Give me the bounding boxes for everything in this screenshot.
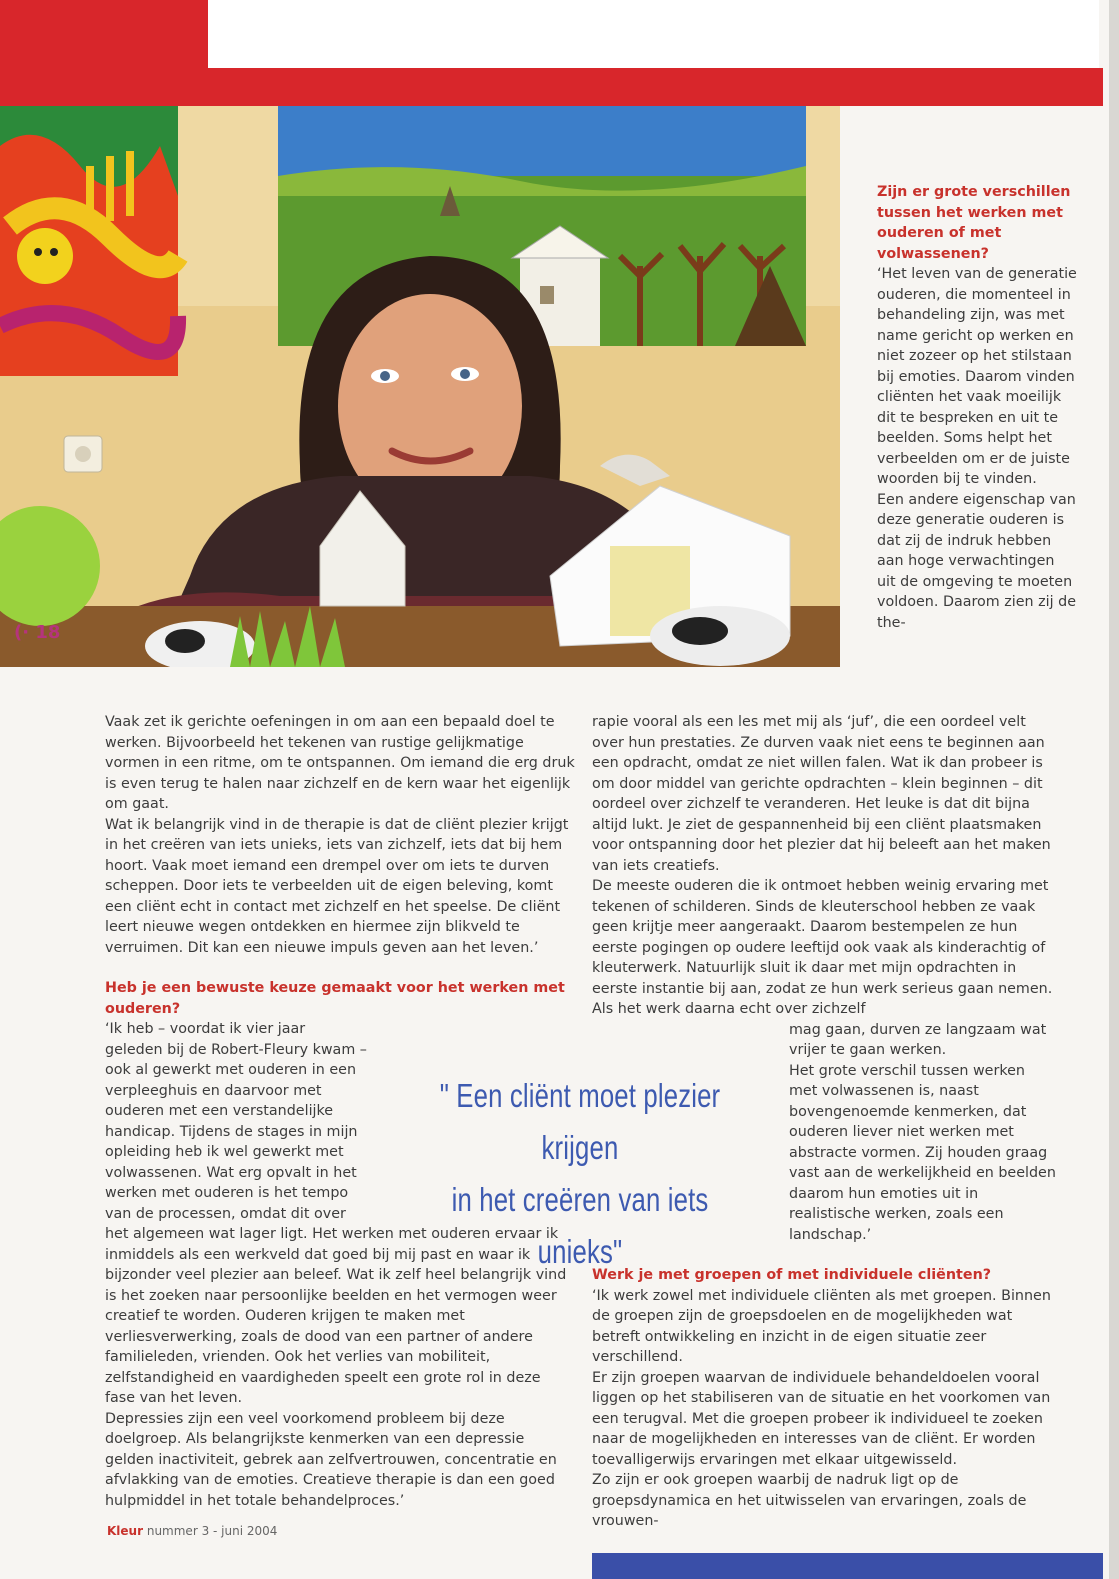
article-photo	[0, 106, 840, 667]
paragraph: ‘Ik heb – voordat ik vier jaar geleden bij de Robert-Fleury kwam – ook al gewerkt met ouderen in een verpleeghuis en daarvoor met ouderen met een verstandelijke handicap. Tijdens de stages in mijn opleiding heb ik wel gewerkt met volwassenen. Wat erg opvalt in het werken met ouderen is het tempo van de processen, omdat dit over	[105, 1021, 367, 1222]
paragraph: De meeste ouderen die ik ontmoet hebben weinig ervaring met tekenen of schilderen. Sinds de kleuterschool hebben ze vaak geen krijtje meer aangeraakt. Daarom bestempelen ze hun eerste pogingen op oudere leeftijd ook vaak als kinderachtig of kleuterwerk. Natuurlijk sluit ik daar met mijn opdrachten in eerste instantie bij aan, zodat ze hun werk serieus gaan nemen. Als het werk daarna echt over zichzelf	[592, 878, 1053, 1017]
sidebar-top-column	[877, 182, 1077, 633]
header-white-band	[208, 0, 1099, 69]
paragraph: Een andere eigenschap van deze generatie ouderen is dat zij de indruk hebben aan hoge verwachtingen uit de omgeving te moeten voldoen. Daarom zien zij de the-	[877, 491, 1077, 631]
paragraph: Depressies zijn een veel voorkomend probleem bij deze doelgroep. Als belangrijkste kenmerken van een depressie gelden inactiviteit, gebrek aan zelfvertrouwen, concentratie en afvlakking van de emoties. Creatieve therapie is dan een goed hulpmiddel in het totale behandelproces.’	[105, 1410, 557, 1509]
paragraph: Het grote verschil tussen werken met volwassenen is, naast bovengenoemde kenmerken, dat ouderen liever niet werken met abstracte vormen. Zij houden graag vast aan de werkelijkheid en beelden daarom hun emoties uit in realistische werken, zoals een landschap.’	[789, 1062, 1056, 1243]
paragraph: Vaak zet ik gerichte oefeningen in om aan een bepaald doel te werken. Bijvoorbeeld het tekenen van rustige gelijkmatige vormen in een ritme, om te ontspannen. Om iemand die erg druk is even terug te halen naar zichzelf en de kern waar het eigenlijk om gaat.	[105, 714, 575, 812]
paragraph: mag gaan, durven ze langzaam wat vrijer te gaan werken.	[789, 1021, 1047, 1058]
page-edge	[1109, 0, 1119, 1579]
pull-quote-line: in het creëren van iets unieks"	[451, 1181, 709, 1270]
question-heading: Heb je een bewuste keuze gemaakt voor het werken met ouderen?	[105, 980, 565, 1017]
pull-quote	[436, 1070, 725, 1278]
photo-illustration	[0, 106, 840, 667]
pull-quote-line: " Een cliënt moet plezier krijgen	[439, 1077, 721, 1166]
paragraph: Er zijn groepen waarvan de individuele behandeldoelen vooral liggen op het stabiliseren van de situatie en het voorkomen van een terugval. Met die groepen probeer ik individueel te zoeken naar de mogelijkheden en interesses van de cliënt. Er worden toevalligerwijs ervaringen met elkaar uitgewisseld.	[592, 1369, 1051, 1468]
question-heading: Werk je met groepen of met individuele cliënten?	[592, 1267, 992, 1283]
paragraph: Wat ik belangrijk vind in de therapie is dat de cliënt plezier krijgt in het creëren van iets unieks, iets van zichzelf, iets dat bij hem hoort. Vaak moet iemand een drempel over om iets te durven scheppen. Door iets te verbeelden uit de eigen beleving, komt een cliënt echt in contact met zichzelf en het speelse. De cliënt leert nieuwe wegen ontdekken en hiermee zijn blikveld te verruimen. Dit kan een nieuwe impuls geven aan het leven.’	[105, 816, 569, 956]
paragraph: ‘Het leven van de generatie ouderen, die momenteel in behandeling zijn, was met name gericht op werken en niet zozeer op het stilstaan bij emoties. Daarom vinden cliënten het vaak moeilijk dit te bespreken en uit te beelden. Soms helpt het verbeelden om er de juiste woorden bij te vinden.	[877, 266, 1077, 487]
magazine-name: Kleur	[107, 1524, 144, 1538]
painting-left	[0, 106, 178, 376]
header-red-left	[0, 0, 208, 68]
header-red-band	[0, 68, 1103, 106]
paragraph: Zo zijn er ook groepen waarbij de nadruk ligt op de groepsdynamica en het uitwisselen van ervaringen, zoals de vrouwen-	[592, 1472, 1027, 1529]
paragraph: het algemeen wat lager ligt. Het werken met ouderen ervaar ik inmiddels als een werkveld dat goed bij mij past en waar ik bijzonder veel plezier aan beleef. Wat ik zelf heel belangrijk vind is het zoeken naar persoonlijke beelden en het vermogen weer creatief te worden. Ouderen krijgen te maken met verliesverwerking, zoals de dood van een partner of andere familieleden, vrienden. Ook het verlies van mobiliteit, zelfstandigheid en vaardigheden speelt een grote rol in deze fase van het leven.	[105, 1226, 567, 1406]
footer	[107, 1524, 277, 1538]
question-heading: Zijn er grote verschillen tussen het werken met ouderen of met volwassenen?	[877, 184, 1071, 262]
paragraph: ‘Ik werk zowel met individuele cliënten als met groepen. Binnen de groepen zijn de groepsdoelen en de mogelijkheden wat betreft ontwikkeling en inzicht in de eigen situatie zeer verschillend.	[592, 1287, 1051, 1365]
footer-blue-bar	[592, 1553, 1103, 1579]
paragraph: rapie vooral als een les met mij als ‘juf’, die een oordeel velt over hun prestaties. Ze durven vaak niet eens te beginnen aan een opdracht, omdat ze niet willen falen. Wat ik dan probeer is om door middel van gerichte opdrachten – klein beginnen – dit oordeel over zichzelf te veranderen. Het leuke is dat dit bijna altijd lukt. Je ziet de gespannenheid bij een cliënt plaatsmaken voor ontspanning door het plezier dat hij beleeft aan het maken van iets creatiefs.	[592, 714, 1051, 874]
page-number: (· 18	[14, 622, 61, 643]
issue-info: nummer 3 - juni 2004	[146, 1524, 278, 1538]
